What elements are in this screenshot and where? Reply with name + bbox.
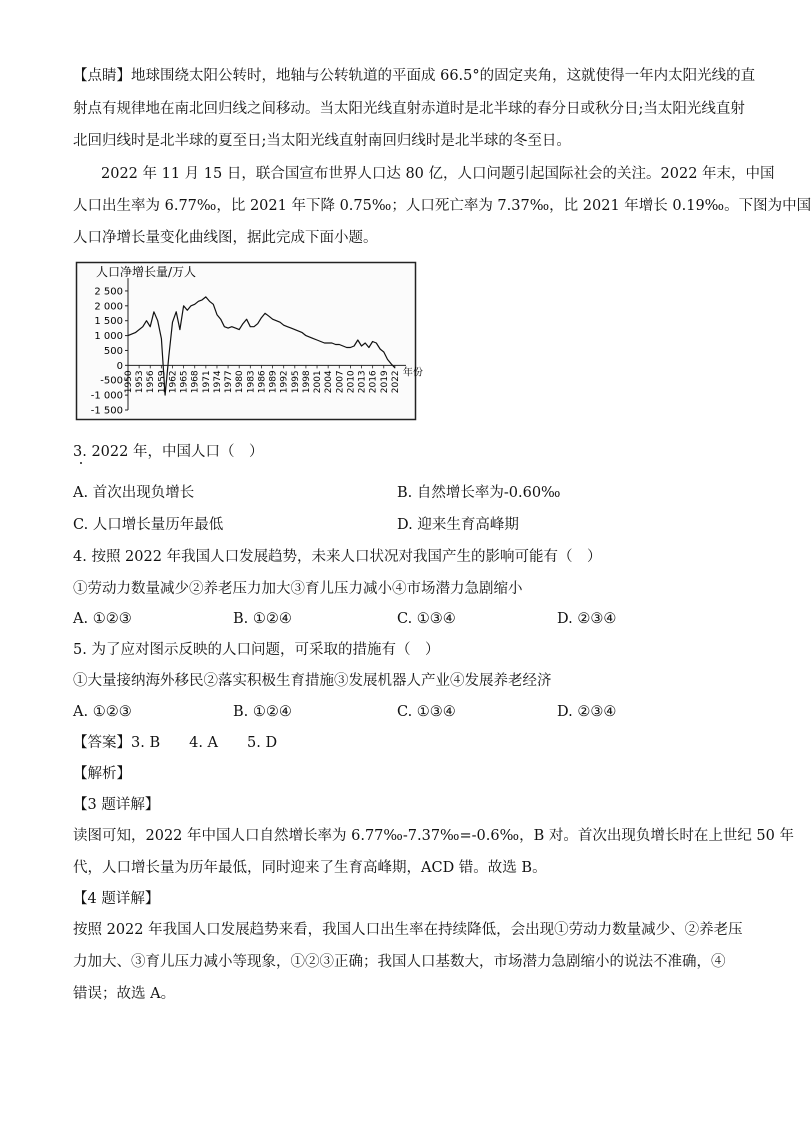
y-tick-label: 2 500 [94,286,123,298]
q4-items: ①劳动力数量减少②养老压力加大③育儿压力减小④市场潜力急剧缩小 [73,581,523,597]
y-tick-label: -1 500 [90,405,123,417]
x-tick-label: 1962 [168,370,179,394]
x-tick-label: 1974 [212,370,223,394]
q4-option-d: D. ②③④ [557,611,617,627]
y-tick-label: 500 [103,345,123,357]
q3-analysis-line-1: 读图可知，2022 年中国人口自然增长率为 6.77‰-7.37‰=-0.6‰，B 对。首次出现负增长时在上世纪 50 年 [73,828,794,844]
chart-frame [77,263,416,420]
y-tick-label: -500 [100,375,123,387]
q4-analysis-line-1: 按照 2022 年我国人口发展趋势来看，我国人口出生率在持续降低，会出现①劳动力数量减少、②养老压 [73,922,743,938]
y-tick-label: 1 000 [94,331,123,343]
x-tick-label: 2010 [346,370,357,394]
x-tick-label: 1980 [235,370,246,394]
q3-option-b: B. 自然增长率为-0.60‰ [397,485,561,501]
x-tick-label: 2004 [324,370,335,394]
x-tick-label: 2022 [390,370,401,394]
x-tick-label: 1986 [257,370,268,394]
q5-option-d: D. ②③④ [557,704,617,720]
x-tick-label: 1995 [290,370,301,394]
x-tick-label: 2016 [368,370,379,394]
passage-line-3: 人口净增长量变化曲线图，据此完成下面小题。 [73,230,378,246]
x-axis-label: 年份 [402,367,423,379]
q3-option-c: C. 人口增长量历年最低 [73,517,224,533]
population-growth-chart [76,262,423,420]
q3-option-d: D. 迎来生育高峰期 [397,517,519,533]
x-tick-label: 2007 [335,370,346,394]
x-tick-label: 1992 [279,370,290,394]
x-tick-label: 1959 [157,370,168,394]
q4-option-a: A. ①②③ [73,611,132,627]
q3-option-a: A. 首次出现负增长 [73,485,195,501]
x-tick-label: 1989 [268,370,279,394]
passage-line-2: 人口出生率为 6.77‰，比 2021 年下降 0.75‰；人口死亡率为 7.37‰，比 2021 年增长 0.19‰。下图为中国 [73,198,811,214]
x-tick-label: 1968 [190,370,201,394]
x-tick-label: 1998 [301,370,312,394]
q4-option-b: B. ①②④ [233,611,292,627]
passage-line-1: 2022 年 11 月 15 日，联合国宣布世界人口达 80 亿，人口问题引起国际社会的关注。2022 年末，中国 [101,166,775,182]
x-tick-label: 1965 [179,370,190,394]
q4-analysis-line-2: 力加大、③育儿压力减小等现象，①②③正确；我国人口基数大，市场潜力急剧缩小的说法不准确，④ [73,954,726,970]
intro-line-3: 北回归线时是北半球的夏至日;当太阳光线直射南回归线时是北半球的冬至日。 [73,133,571,149]
y-tick-label: -1 000 [90,390,123,402]
intro-line-2: 射点有规律地在南北回归线之间移动。当太阳光线直射赤道时是北半球的春分日或秋分日;当太阳光线直射 [73,101,745,117]
stray-dot [80,462,82,464]
q5-option-a: A. ①②③ [73,704,132,720]
x-tick-label: 1956 [146,370,157,394]
y-tick-label: 0 [116,360,123,372]
x-tick-label: 2013 [357,370,368,394]
q5-items: ①大量接纳海外移民②落实积极生育措施③发展机器人产业④发展养老经济 [73,673,552,689]
x-tick-label: 2019 [379,370,390,394]
x-tick-label: 1971 [201,370,212,394]
q4-option-c: C. ①③④ [397,611,456,627]
q3-stem: 3. 2022 年，中国人口（ ） [73,444,264,460]
q4-stem: 4. 按照 2022 年我国人口发展趋势，未来人口状况对我国产生的影响可能有（ ） [73,549,602,565]
q4-analysis-header: 【4 题详解】 [73,891,160,907]
answer-line: 【答案】3. B 4. A 5. D [73,735,278,751]
q5-stem: 5. 为了应对图示反映的人口问题，可采取的措施有（ ） [73,642,440,658]
q5-option-c: C. ①③④ [397,704,456,720]
analysis-header: 【解析】 [73,766,131,782]
q3-analysis-line-2: 代，人口增长量为历年最低，同时迎来了生育高峰期，ACD 错。故选 B。 [73,860,547,876]
y-tick-label: 2 000 [94,301,123,313]
x-tick-label: 1983 [246,370,257,394]
x-tick-label: 1953 [135,370,146,394]
x-tick-label: 1950 [124,370,134,394]
y-tick-label: 1 500 [94,316,123,328]
chart-svg [76,262,423,420]
q5-option-b: B. ①②④ [233,704,292,720]
q3-analysis-header: 【3 题详解】 [73,797,160,813]
x-tick-label: 2001 [313,370,324,394]
q4-analysis-line-3: 错误；故选 A。 [73,986,176,1002]
x-tick-label: 1977 [224,370,235,394]
intro-line-1: 【点睛】地球围绕太阳公转时，地轴与公转轨道的平面成 66.5°的固定夹角，这就使得一年内太阳光线的直 [73,68,756,84]
chart-title: 人口净增长量/万人 [96,265,197,279]
